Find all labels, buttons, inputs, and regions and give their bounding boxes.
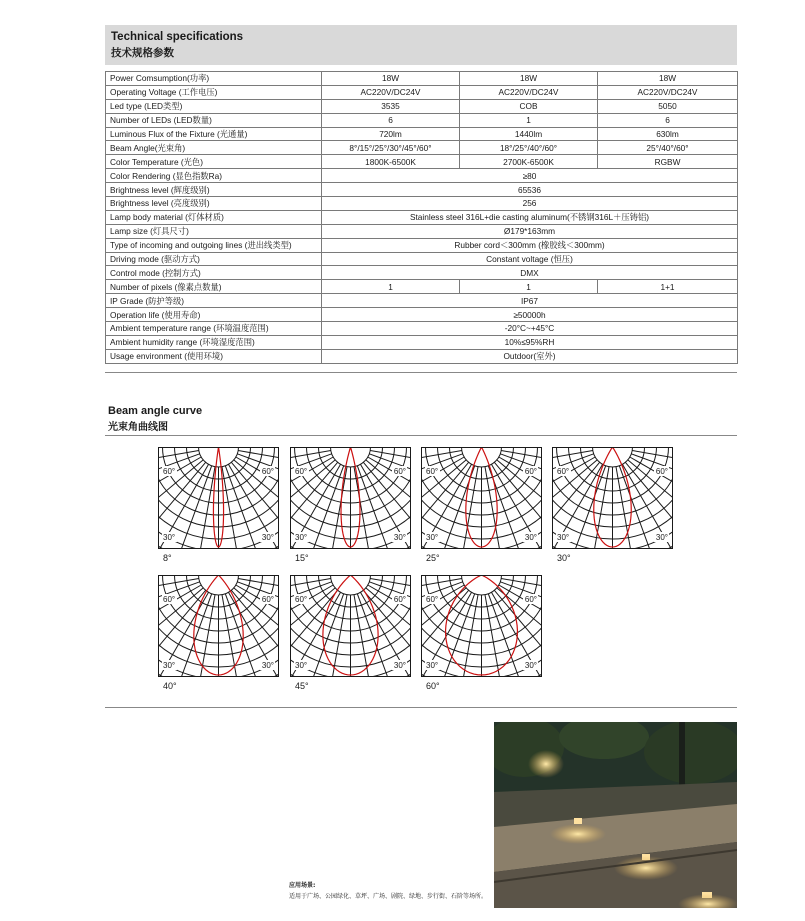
axis-angle-label: 30° [393, 533, 406, 542]
spec-label: IP Grade (防护等级) [106, 294, 322, 308]
spec-value: 1 [460, 280, 598, 294]
spec-row [106, 169, 738, 183]
spec-value: 6 [598, 113, 738, 127]
spec-label: Operation life (使用寿命) [106, 308, 322, 322]
beam-curve-chart [158, 575, 279, 677]
beam-title-cn: 光束角曲线图 [108, 422, 168, 433]
spec-value: Rubber cord＜300mm (橡胶线＜300mm) [322, 238, 738, 252]
beam-curve-chart [290, 575, 411, 677]
spec-label: Color Rendering (显色指数Ra) [106, 169, 322, 183]
spec-label: Color Temperature (光色) [106, 155, 322, 169]
spec-value: ≥50000h [322, 308, 738, 322]
spec-value: 630lm [598, 127, 738, 141]
spec-value: 10%≤95%RH [322, 335, 738, 349]
beam-curve-chart [290, 447, 411, 549]
spec-label: Number of pixels (像素点数量) [106, 280, 322, 294]
curves-bottom-rule [105, 707, 737, 708]
beam-title-en: Beam angle curve [108, 405, 203, 417]
axis-angle-label: 30° [426, 533, 439, 542]
spec-row [106, 280, 738, 294]
spec-row [106, 141, 738, 155]
spec-header-bar [105, 25, 737, 65]
table-bottom-rule [105, 372, 737, 373]
spec-label: Number of LEDs (LED数量) [106, 113, 322, 127]
spec-row [106, 224, 738, 238]
spec-label: Lamp body material (灯体材质) [106, 210, 322, 224]
spec-value: AC220V/DC24V [322, 85, 460, 99]
beam-curve-label: 25° [426, 553, 440, 563]
axis-angle-label: 60° [557, 467, 570, 476]
spec-row [106, 72, 738, 86]
axis-angle-label: 30° [524, 533, 537, 542]
spec-value: AC220V/DC24V [460, 85, 598, 99]
spec-label: Control mode (控制方式) [106, 266, 322, 280]
beam-curve-chart [421, 575, 542, 677]
spec-value: 5050 [598, 99, 738, 113]
spec-value: 18W [322, 72, 460, 86]
axis-angle-label: 60° [426, 595, 439, 604]
spec-value: RGBW [598, 155, 738, 169]
spec-value: 18W [598, 72, 738, 86]
spec-row [106, 99, 738, 113]
application-note-text: 适用于广场、公园绿化、草坪、广场、剧院、绿地、步行街、石阶等场所。 [289, 893, 488, 900]
spec-label: Usage environment (使用环境) [106, 349, 322, 363]
axis-angle-label: 60° [524, 595, 537, 604]
beam-section-title [108, 405, 202, 433]
spec-value: -20°C~+45°C [322, 322, 738, 336]
application-note-heading: 应用场景: [289, 882, 316, 889]
spec-value: Outdoor(室外) [322, 349, 738, 363]
spec-row [106, 294, 738, 308]
axis-angle-label: 30° [426, 661, 439, 670]
axis-angle-label: 30° [261, 533, 274, 542]
axis-angle-label: 60° [393, 467, 406, 476]
spec-title-en: Technical specifications [111, 31, 244, 43]
beam-curve-chart [552, 447, 673, 549]
spec-value: 18°/25°/40°/60° [460, 141, 598, 155]
spec-row [106, 238, 738, 252]
beam-curve-chart [158, 447, 279, 549]
spec-label: Brightness level (辉度级别) [106, 183, 322, 197]
spec-row [106, 127, 738, 141]
application-photo [494, 722, 737, 908]
spec-row [106, 349, 738, 363]
spec-row [106, 85, 738, 99]
axis-angle-label: 60° [163, 467, 176, 476]
axis-angle-label: 60° [524, 467, 537, 476]
spec-value: 1+1 [598, 280, 738, 294]
spec-value: COB [460, 99, 598, 113]
spec-label: Beam Angle(光束角) [106, 141, 322, 155]
spec-row [106, 322, 738, 336]
spec-label: Ambient temperature range (环境温度范围) [106, 322, 322, 336]
spec-label: Ambient humidity range (环境湿度范围) [106, 335, 322, 349]
spec-row [106, 308, 738, 322]
axis-angle-label: 30° [655, 533, 668, 542]
spec-value: 6 [322, 113, 460, 127]
beam-curve-label: 40° [163, 681, 177, 691]
spec-value: 1 [322, 280, 460, 294]
axis-angle-label: 30° [261, 661, 274, 670]
spec-row [106, 210, 738, 224]
axis-angle-label: 30° [393, 661, 406, 670]
axis-angle-label: 30° [557, 533, 570, 542]
spec-value: 18W [460, 72, 598, 86]
spec-value: 65536 [322, 183, 738, 197]
spec-label: Power Comsumption(功率) [106, 72, 322, 86]
spec-value: 8°/15°/25°/30°/45°/60° [322, 141, 460, 155]
spec-label: Operating Voltage (工作电压) [106, 85, 322, 99]
spec-table [105, 71, 738, 364]
spec-value: 720lm [322, 127, 460, 141]
beam-section-rule [105, 435, 737, 436]
spec-label: Type of incoming and outgoing lines (进出线类型) [106, 238, 322, 252]
spec-label: Brightness level (亮度级别) [106, 197, 322, 211]
axis-angle-label: 30° [295, 533, 308, 542]
spec-row [106, 113, 738, 127]
spec-value: 1440lm [460, 127, 598, 141]
axis-angle-label: 30° [163, 661, 176, 670]
spec-row [106, 252, 738, 266]
axis-angle-label: 30° [524, 661, 537, 670]
spec-value: 1 [460, 113, 598, 127]
axis-angle-label: 30° [163, 533, 176, 542]
spec-value: Ø179*163mm [322, 224, 738, 238]
spec-value: 2700K-6500K [460, 155, 598, 169]
spec-label: Lamp size (灯具尺寸) [106, 224, 322, 238]
spec-row [106, 266, 738, 280]
axis-angle-label: 30° [295, 661, 308, 670]
beam-curve-label: 30° [557, 553, 571, 563]
axis-angle-label: 60° [261, 467, 274, 476]
spec-value: Constant voltage (恒压) [322, 252, 738, 266]
beam-curve-label: 8° [163, 553, 172, 563]
axis-angle-label: 60° [163, 595, 176, 604]
beam-curve-label: 60° [426, 681, 440, 691]
axis-angle-label: 60° [426, 467, 439, 476]
axis-angle-label: 60° [393, 595, 406, 604]
spec-row [106, 183, 738, 197]
spec-title-cn: 技术规格参数 [111, 47, 174, 59]
axis-angle-label: 60° [655, 467, 668, 476]
axis-angle-label: 60° [295, 595, 308, 604]
spec-value: ≥80 [322, 169, 738, 183]
spec-value: DMX [322, 266, 738, 280]
axis-angle-label: 60° [295, 467, 308, 476]
beam-curve-label: 45° [295, 681, 309, 691]
spec-value: 256 [322, 197, 738, 211]
spec-value: Stainless steel 316L+die casting aluminum(不锈钢316L＋压铸铝) [322, 210, 738, 224]
axis-angle-label: 60° [261, 595, 274, 604]
application-note [289, 880, 487, 902]
beam-curve-label: 15° [295, 553, 309, 563]
spec-row [106, 335, 738, 349]
spec-label: Luminous Flux of the Fixture (光通量) [106, 127, 322, 141]
spec-label: Led type (LED类型) [106, 99, 322, 113]
spec-row [106, 197, 738, 211]
spec-row [106, 155, 738, 169]
spec-value: IP67 [322, 294, 738, 308]
spec-value: 1800K-6500K [322, 155, 460, 169]
spec-label: Driving mode (驱动方式) [106, 252, 322, 266]
beam-curve-chart [421, 447, 542, 549]
spec-value: 3535 [322, 99, 460, 113]
spec-value: AC220V/DC24V [598, 85, 738, 99]
spec-value: 25°/40°/60° [598, 141, 738, 155]
